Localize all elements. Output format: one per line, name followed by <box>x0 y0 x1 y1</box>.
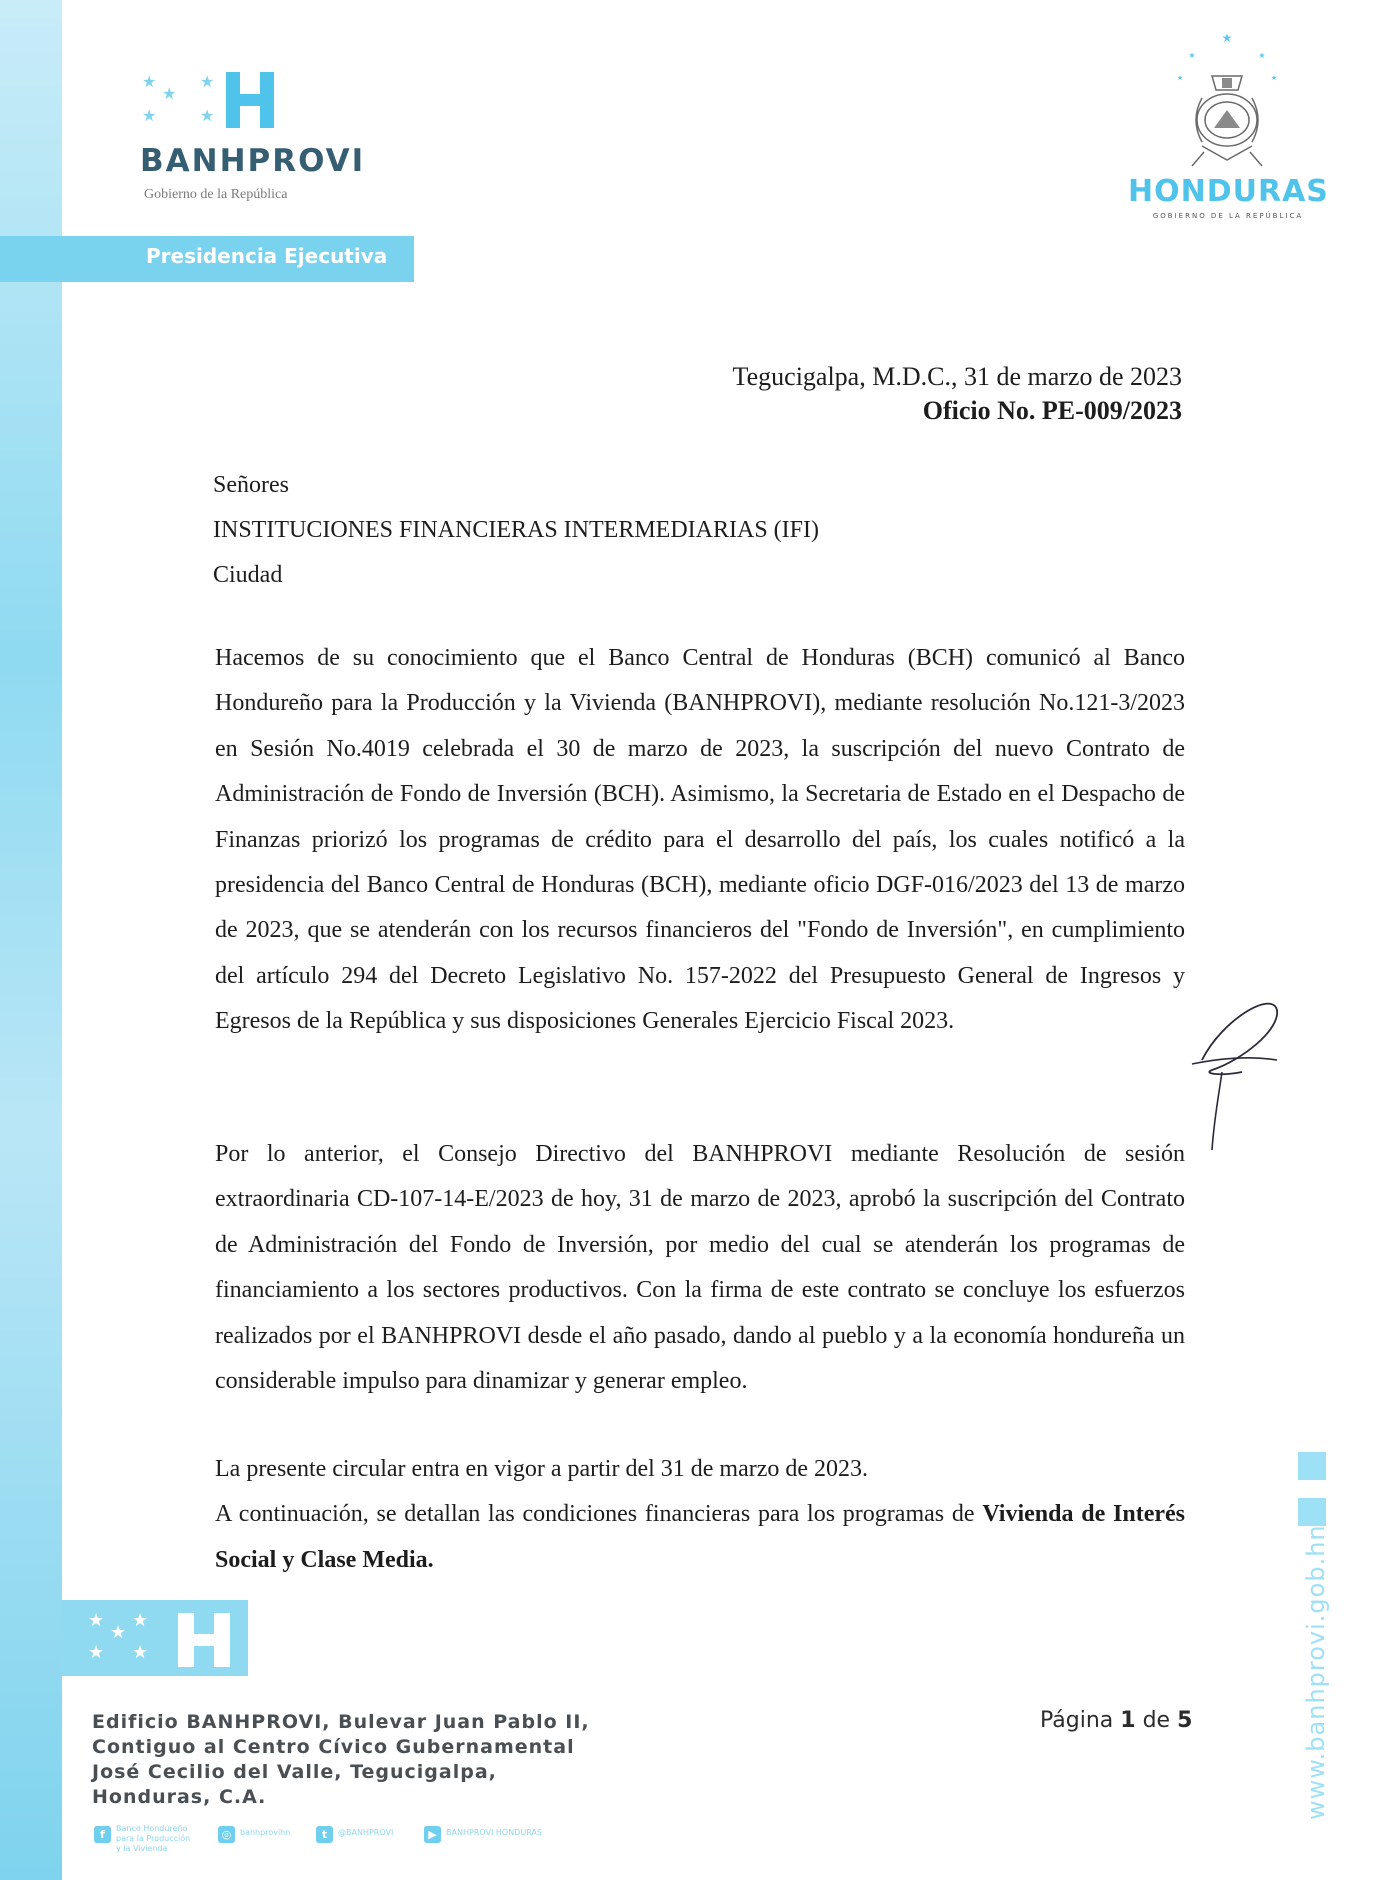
social-label: banhprovihn <box>240 1828 291 1837</box>
social-links <box>94 1818 614 1858</box>
section-label: Presidencia Ejecutiva <box>146 244 388 268</box>
body-paragraph-1: Hacemos de su conocimiento que el Banco Central de Honduras (BCH) comunicó al Banco Hondureño para la Producción y la Vivienda (BANHPROVI), mediante resolución No.121-3/2023 en Sesión No.4019 celebrada el 30 de marzo de 2023, la suscripción del nuevo Contrato de Administración de Fondo de Inversión (BCH). Asimismo, la Secretaria de Estado en el Despacho de Finanzas priorizó los programas de crédito para el desarrollo del país, los cuales notificó a la presidencia del Banco Central de Honduras (BCH), mediante oficio DGF-016/2023 del 13 de marzo de 2023, que se atenderán con los recursos financieros del "Fondo de Inversión", en cumplimiento del artículo 294 del Decreto Legislativo No. 157-2022 del Presupuesto General de Ingresos y Egresos de la República y sus disposiciones Generales Ejercicio Fiscal 2023. <box>215 645 1185 1035</box>
h-mark-icon <box>226 72 274 128</box>
country-subtitle: GOBIERNO DE LA REPÚBLICA <box>1152 212 1304 220</box>
honduras-logo <box>1128 28 1328 228</box>
svg-text:★: ★ <box>1258 51 1266 60</box>
page-current: 1 <box>1120 1708 1136 1733</box>
star-icon: ★ <box>88 1610 105 1631</box>
svg-text:★: ★ <box>1270 74 1278 82</box>
date-line: Tegucigalpa, M.D.C., 31 de marzo de 2023 <box>732 362 1182 391</box>
social-label: @BANHPROVI <box>338 1828 394 1837</box>
banhprovi-logo <box>140 70 420 210</box>
social-label: BANHPROVI HONDURAS <box>446 1828 542 1837</box>
page-prefix: Página <box>1040 1708 1114 1733</box>
youtube-icon: ▶ <box>424 1826 441 1843</box>
conditions-text: A continuación, se detallan las condiciones financieras para los programas de <box>215 1501 975 1528</box>
star-icon: ★ <box>142 72 157 91</box>
address-line: José Cecilio del Valle, Tegucigalpa, <box>92 1761 497 1783</box>
footer-stars <box>88 1612 148 1668</box>
twitter-icon: t <box>316 1826 333 1843</box>
recipient-city: Ciudad <box>213 562 283 588</box>
page-separator: de <box>1142 1708 1171 1733</box>
instagram-icon: ◎ <box>218 1826 235 1843</box>
handwritten-signature <box>1182 980 1292 1160</box>
social-label: Banco Hondureño para la Producción y la Vivienda <box>116 1824 191 1853</box>
svg-text:★: ★ <box>1221 31 1233 45</box>
salutation: Señores <box>213 472 289 498</box>
address-line: Honduras, C.A. <box>92 1786 267 1808</box>
footer-logo-band <box>62 1600 248 1676</box>
facebook-icon: f <box>94 1826 111 1843</box>
date-block <box>560 360 1182 428</box>
star-icon: ★ <box>162 84 177 103</box>
conditions-line <box>215 1492 1185 1583</box>
page-total: 5 <box>1177 1708 1193 1733</box>
program-name: Vivienda de Interés Social y Clase Media. <box>215 1501 1185 1573</box>
brand-name: BANHPROVI <box>140 143 366 179</box>
left-accent-bar <box>0 0 62 1880</box>
star-icon: ★ <box>132 1642 149 1663</box>
coat-of-arms-icon <box>1172 28 1282 178</box>
brand-subtitle: Gobierno de la República <box>144 187 288 202</box>
svg-text:★: ★ <box>1176 74 1184 82</box>
svg-text:★: ★ <box>1188 51 1196 60</box>
star-icon: ★ <box>132 1610 149 1631</box>
star-icon: ★ <box>110 1622 127 1643</box>
h-mark-icon <box>178 1613 230 1667</box>
address-line: Edificio BANHPROVI, Bulevar Juan Pablo II, <box>92 1711 590 1733</box>
effective-date-line: La presente circular entra en vigor a partir del 31 de marzo de 2023. <box>215 1456 869 1482</box>
right-accent-squares <box>1298 1452 1326 1532</box>
footer-address <box>92 1710 590 1810</box>
recipient-block <box>213 463 819 598</box>
star-icon: ★ <box>200 72 215 91</box>
page-number <box>1040 1708 1192 1733</box>
star-icon: ★ <box>200 106 215 125</box>
website-url: www.banhprovi.gob.hn <box>1302 1524 1330 1820</box>
reference-number: Oficio No. PE-009/2023 <box>922 396 1182 425</box>
section-band <box>0 236 414 282</box>
logo-stars <box>140 70 220 140</box>
country-name: HONDURAS <box>1128 174 1329 209</box>
body-paragraph-2: Por lo anterior, el Consejo Directivo del BANHPROVI mediante Resolución de sesión extraordinaria CD-107-14-E/2023 de hoy, 31 de marzo de 2023, aprobó la suscripción del Contrato de Administración del Fondo de Inversión, por medio del cual se atenderán los programas de financiamiento a los sectores productivos. Con la firma de este contrato se concluye los esfuerzos realizados por el BANHPROVI desde el año pasado, dando al pueblo y a la economía hondureña un considerable impulso para dinamizar y generar empleo. <box>215 1141 1185 1395</box>
star-icon: ★ <box>88 1642 105 1663</box>
recipient-name: INSTITUCIONES FINANCIERAS INTERMEDIARIAS (IFI) <box>213 517 819 543</box>
address-line: Contiguo al Centro Cívico Gubernamental <box>92 1736 575 1758</box>
body-paragraph-3 <box>215 1447 1185 1583</box>
star-icon: ★ <box>142 106 157 125</box>
